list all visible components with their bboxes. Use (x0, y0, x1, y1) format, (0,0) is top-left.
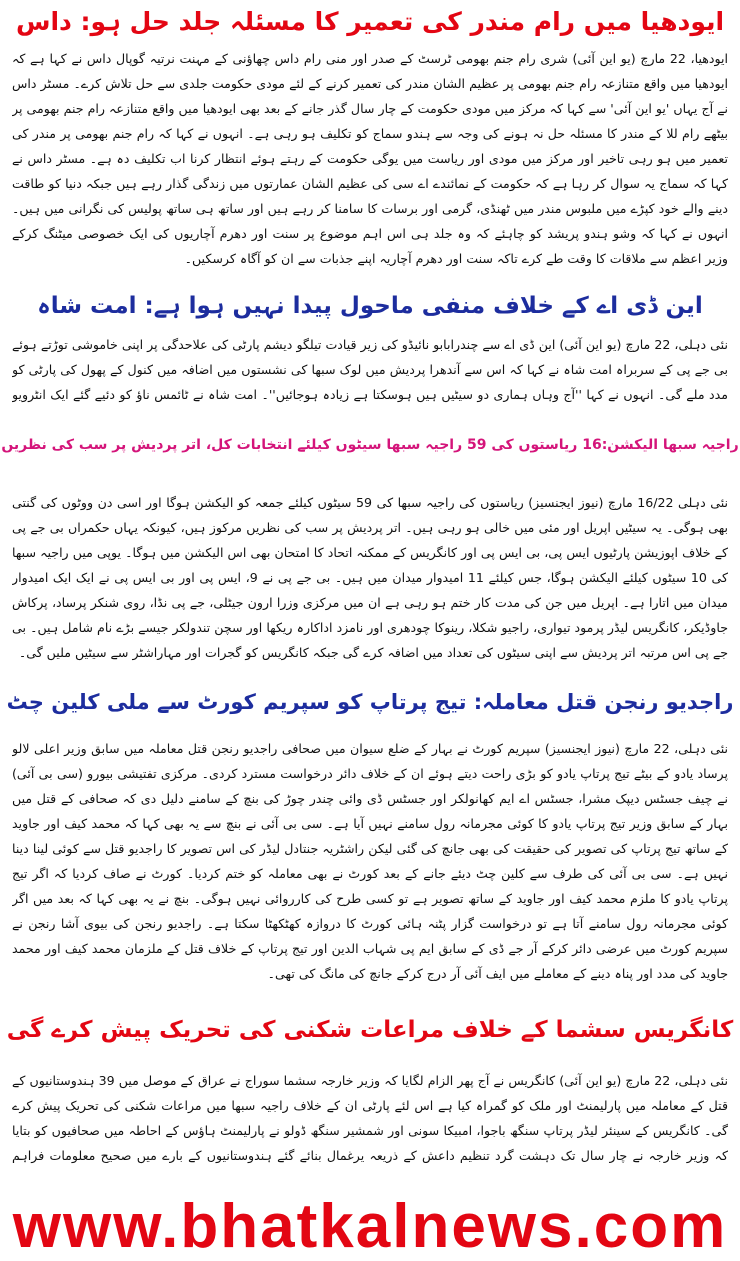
article-4-body: نئی دہلی، 22 مارچ (نیوز ایجنسیز) سپریم کورٹ نے بہار کے ضلع سیوان میں صحافی راجدیو رنجن قتل معاملہ میں سابق وزیر اعلی لالو پرساد یادو کے بیٹے تیج پرتاپ یادو کو بڑی راحت دیتے ہوئے ان کے خلاف دائر درخواست مسترد کردی۔ مرکزی تفتیشی بیورو (سی بی آئی) نے چیف جسٹس دیپک مشرا، جسٹس اے ایم کھانولکر اور جسٹس ڈی وائی چندر چوڑ کی بنچ کے سامنے دلیل دی کہ صحافی کے قتل میں بہار کے سابق وزیر تیج پرتاپ یادو کا کوئی مجرمانہ رول سامنے نہیں آیا ہے۔ سی بی آئی نے بنچ سے یہ بھی کہا کہ محمد کیف اور جاوید کے ساتھ تیج پرتاپ کی تصویر کی حقیقت کی بھی جانچ کی گئی لیکن راشٹریہ جنتادل لیڈر کی اس تصویر کا راجدیو قتل سے کوئی لینا دینا نہیں ہے۔ سی بی آئی کی طرف سے کلین چٹ دیئے جانے کے بعد کورٹ نے بھی معاملہ کو ختم کردیا۔ کورٹ نے صاف کردیا کہ اگر تیج پرتاپ یادو کا ملزم محمد کیف اور جاوید کے ساتھ تصویر ہے تو کسی طرح کی کارروائی نہیں ہوگی۔ بنچ نے یہ بھی کہا کہ بعد میں اگر کوئی مجرمانہ رول سامنے آتا ہے تو درخواست گزار پٹنہ ہائی کورٹ کا دروازہ کھٹکھٹا سکتا ہے۔ راجدیو رنجن کی بیوی آشا رنجن نے سپریم کورٹ میں عرضی دائر کرکے آر جے ڈی کے سابق ایم پی شہاب الدین اور تیج پرتاپ کے خلاف قتل کے ملزمان محمد کیف اور محمد جاوید کی مدد اور پناہ دینے کے معاملے میں ایف آئی آر درج کرکے جانچ کی مانگ کی تھی۔ (12, 741, 728, 981)
article-5-headline: کانگریس سشما کے خلاف مراعات شکنی کی تحریک پیش کرے گی (6, 1017, 734, 1043)
article-3-body: نئی دہلی 16/22 مارچ (نیوز ایجنسیز) ریاستوں کی راجیہ سبھا کی 59 سیٹوں کیلئے جمعہ کو الیکشن ہوگا اور اسی دن ووٹوں کی گنتی بھی ہوگی۔ یہ سیٹیں اپریل اور مئی میں خالی ہو رہی ہیں۔ اتر پردیش پر سب کی نظریں مرکوز ہیں، کیونکہ یہاں حکمراں بی جے پی کے خلاف اپوزیشن پارٹیوں ایس پی، بی ایس پی اور کانگریس کے ممکنہ اتحاد کا امتحان بھی اس الیکشن میں ہوگا۔ یوپی میں راجیہ سبھا کی 10 سیٹوں کیلئے الیکشن ہوگا، جس کیلئے 11 امیدوار میدان میں ہیں۔ بی جے پی نے 9، ایس پی اور بی ایس پی نے ایک ایک امیدوار میدان میں اتارا ہے۔ اپریل میں جن کی مدت کار ختم ہو رہی ہے ان میں مرکزی وزرا ارون جیٹلی، جے پی نڈا، روی شنکر پرساد، پرکاش جاوڈیکر، کانگریس لیڈر پرمود تیواری، راجیو شکلا، رینوکا چودھری اور نامزد اداکارہ ریکھا اور سچن تندولکر جیسے بڑے نام شامل ہیں۔ بی جے پی اس مرتبہ اتر پردیش سے اپنی سیٹوں کی تعداد میں اضافہ کرے گی جبکہ کانگریس کو گجرات اور مہاراشٹر سے سیٹیں ملیں گی۔ (12, 495, 728, 660)
article-5-body: نئی دہلی، 22 مارچ (یو این آئی) کانگریس نے آج پھر الزام لگایا کہ وزیر خارجہ سشما سوراج نے عراق کے موصل میں 39 ہندوستانیوں کے قتل کے معاملہ میں پارلیمنٹ اور ملک کو گمراہ کیا ہے اس لئے پارٹی ان کے خلاف راجیہ سبھا میں مراعات شکنی کی تحریک پیش کرے گی۔ کانگریس کے سینئر لیڈر پرتاپ سنگھ باجوا، امبیکا سونی اور شمشیر سنگھ ڈولو نے پارلیمنٹ ہاؤس کے احاطہ میں صحافیوں کو بتایا کہ وزیر خارجہ نے چار سال تک دہشت گرد تنظیم داعش کے ذریعہ یرغمال بنائے گئے ہندوستانیوں کے بارے میں صحیح معلومات فراہم (12, 1073, 728, 1163)
article-1-headline: ایودھیا میں رام مندر کی تعمیر کا مسئلہ جلد حل ہو: داس (15, 7, 725, 36)
article-3-headline: راجیہ سبھا الیکشن:16 ریاستوں کی 59 راجیہ سبھا سیٹوں کیلئے انتخابات کل، اتر پردیش پر سب کی نظریں (1, 437, 739, 453)
website-footer[interactable]: www.bhatkalnews.com (12, 1192, 728, 1261)
article-1-body: ایودھیا، 22 مارچ (یو این آئی) شری رام جنم بھومی ٹرسٹ کے صدر اور منی رام داس چھاؤنی کے مہنت نرتیہ گوپال داس نے کہا ہے کہ ایودھیا میں واقع متنازعہ رام جنم بھومی پر عظیم الشان مندر کی تعمیر کرنے کے لئے مودی حکومت جلدی سے حل تلاش کرے۔ مسٹر داس نے آج یہاں 'یو این آئی' سے کہا کہ مرکز میں مودی حکومت کے چار سال گذر جانے کے بعد بھی ایودھیا میں واقع متنازعہ رام جنم بھومی پر بیٹھے رام للا کے مندر کا مسئلہ حل نہ ہونے کی وجہ سے ہندو سماج کو تکلیف ہو رہی ہے۔ انہوں نے کہا کہ رام جنم بھومی پر مندر کی تعمیر میں ہو رہی تاخیر اور مرکز میں مودی اور ریاست میں یوگی حکومت کے رہتے ہوئے انتظار کرنا اب تکلیف دہ ہے۔ مسٹر داس نے کہا کہ سماج یہ سوال کر رہا ہے کہ حکومت کے نمائندے اے سی کی عظیم الشان عمارتوں میں زندگی گذار رہے ہیں جبکہ دنیا کو طاقت دینے والے خود کپڑے میں ملبوس مندر میں ٹھنڈی، گرمی اور برسات کا سامنا کر رہے ہیں اور ساتھ ہی ساتھ پولیس کی نگرانی میں ہیں۔ انہوں نے کہا کہ وشو ہندو پریشد کو چاہئے کہ وہ جلد ہی اس اہم موضوع پر سنت اور دھرم آچاریوں کی ایک خصوصی میٹنگ کرکے وزیر اعظم سے ملاقات کا وقت طے کرے تاکہ سنت اور دھرم آچاریہ اپنے جذبات سے ان کو آگاہ کرسکیں۔ (12, 51, 728, 266)
article-2-headline: این ڈی اے کے خلاف منفی ماحول پیدا نہیں ہوا ہے: امت شاہ (37, 293, 703, 319)
article-2-body: نئی دہلی، 22 مارچ (یو این آئی) این ڈی اے سے چندرابابو نائیڈو کی زیر قیادت تیلگو دیشم پارٹی کی علاحدگی پر اپنی خاموشی توڑتے ہوئے بی جے پی کے سربراہ امت شاہ نے کہا کہ اس سے آندھرا پردیش میں لوک سبھا کی نشستوں میں اضافہ میں کنول کے پھول کی پارٹی کو مدد ملے گی۔ انہوں نے کہا ''آج وہاں ہماری دو سیٹیں ہیں ہوسکتا ہے زیادہ ہوجائیں''۔ امت شاہ نے ٹائمس ناؤ کو دئیے گئے ایک انٹرویو (12, 337, 728, 402)
article-4-headline: راجدیو رنجن قتل معاملہ: تیج پرتاپ کو سپریم کورٹ سے ملی کلین چٹ (6, 690, 734, 714)
